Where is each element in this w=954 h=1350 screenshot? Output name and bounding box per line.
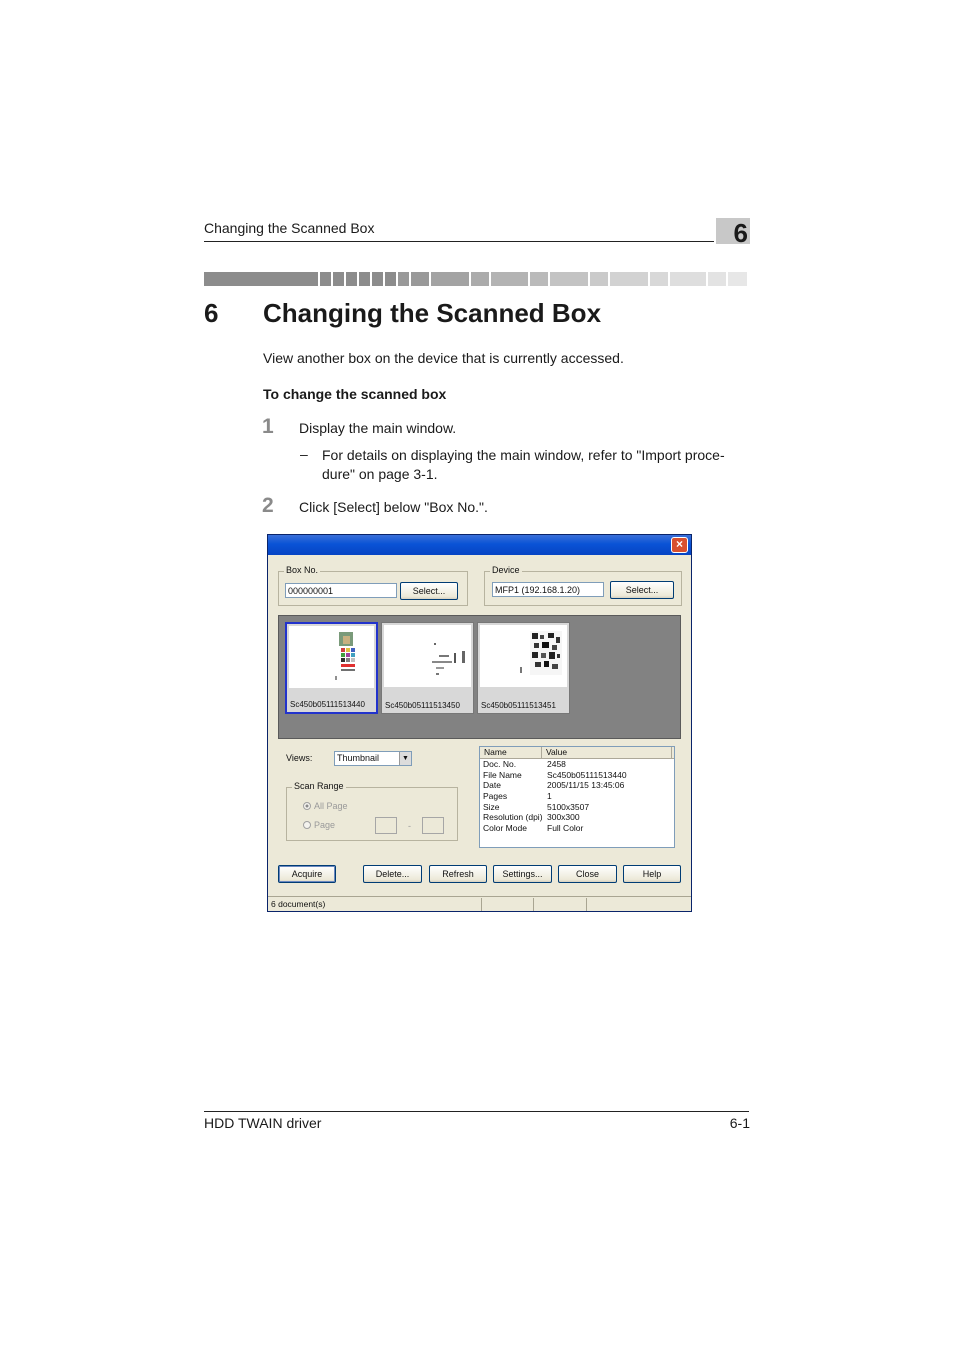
scan-range-label: Scan Range (294, 781, 344, 791)
device-group (484, 565, 682, 606)
thumbnail-3[interactable] (477, 622, 570, 714)
column-name-header[interactable]: Name (480, 747, 542, 758)
page-number: 6-1 (729, 1115, 750, 1131)
table-row[interactable]: Doc. No. 2458 (483, 759, 566, 769)
box-no-label: Box No. (286, 565, 319, 575)
table-row[interactable]: File Name Sc450b05111513440 (483, 769, 627, 780)
range-separator: - (408, 821, 411, 831)
chevron-down-icon[interactable]: ▼ (399, 752, 411, 765)
column-value-header[interactable]: Value (542, 747, 672, 758)
table-row[interactable]: Resolution (dpi) 300x300 (483, 812, 580, 823)
help-button[interactable]: Help (623, 865, 681, 883)
views-label: Views: (286, 753, 313, 763)
chapter-title-text: Changing the Scanned Box (263, 298, 602, 328)
step-text-1: Display the main window. (299, 420, 457, 436)
thumbnail-2[interactable] (381, 622, 474, 714)
step-number-1: 1 (262, 415, 274, 438)
views-value: Thumbnail (337, 753, 380, 763)
delete-button[interactable]: Delete... (363, 865, 422, 883)
refresh-button[interactable]: Refresh (429, 865, 487, 883)
sub-step-dash: – (300, 446, 308, 462)
properties-list[interactable] (479, 746, 675, 848)
thumbnail-image (480, 625, 567, 687)
settings-button[interactable]: Settings... (493, 865, 552, 883)
all-pages-label: All Page (314, 801, 348, 811)
page-label: Page (314, 820, 336, 830)
properties-header (480, 747, 674, 759)
table-row[interactable]: Pages 1 (483, 791, 552, 802)
device-field[interactable]: MFP1 (192.168.1.20) (492, 582, 604, 597)
thumbnail-caption: Sc450b05111513450 (385, 701, 460, 710)
views-select[interactable] (334, 751, 412, 766)
step-number-2: 2 (262, 494, 274, 517)
device-select-button[interactable]: Select... (610, 581, 674, 599)
thumbnail-image (384, 625, 471, 687)
all-pages-radio[interactable] (303, 801, 348, 811)
box-select-button[interactable]: Select... (400, 582, 458, 600)
radio-icon (303, 802, 311, 810)
footer-rule (204, 1111, 749, 1112)
decorative-bar (204, 272, 749, 286)
device-label: Device (492, 565, 520, 575)
box-no-group (278, 565, 468, 606)
dialog-titlebar (268, 535, 691, 555)
table-row[interactable]: Size 5100x3507 (483, 801, 590, 812)
thumbnail-caption: Sc450b05111513451 (481, 701, 556, 710)
chapter-badge: 6 (716, 218, 750, 244)
close-icon[interactable]: × (671, 537, 688, 553)
scan-range-group (286, 781, 458, 841)
box-no-field[interactable]: 000000001 (285, 583, 397, 598)
chapter-number: 6 (204, 298, 219, 328)
thumbnail-caption: Sc450b05111513440 (290, 700, 365, 709)
sub-step-text: For details on displaying the main window, refer to "Import proce-dure" on page 3-1. (322, 447, 725, 482)
thumbnail-image (289, 626, 374, 688)
page-to-input[interactable] (422, 817, 444, 834)
footer-title: HDD TWAIN driver (204, 1115, 322, 1131)
page-radio[interactable] (303, 820, 335, 830)
step-text-2: Click [Select] below "Box No.". (299, 499, 488, 515)
intro-text: View another box on the device that is currently accessed. (263, 350, 624, 366)
status-text: 6 document(s) (271, 899, 326, 909)
close-button[interactable]: Close (558, 865, 617, 883)
header-rule (204, 241, 714, 242)
status-bar (268, 896, 691, 911)
table-row[interactable]: Date 2005/11/15 13:45:06 (483, 780, 625, 791)
table-row[interactable]: Color Mode Full Color (483, 823, 584, 834)
acquire-button[interactable]: Acquire (278, 865, 336, 883)
chapter-title (204, 298, 601, 329)
twain-dialog (267, 534, 692, 912)
radio-icon (303, 821, 311, 829)
thumbnail-1[interactable] (285, 622, 378, 714)
page-from-input[interactable] (375, 817, 397, 834)
thumbnail-pane[interactable] (278, 615, 681, 739)
running-header: Changing the Scanned Box (204, 220, 375, 236)
procedure-title: To change the scanned box (263, 386, 447, 402)
